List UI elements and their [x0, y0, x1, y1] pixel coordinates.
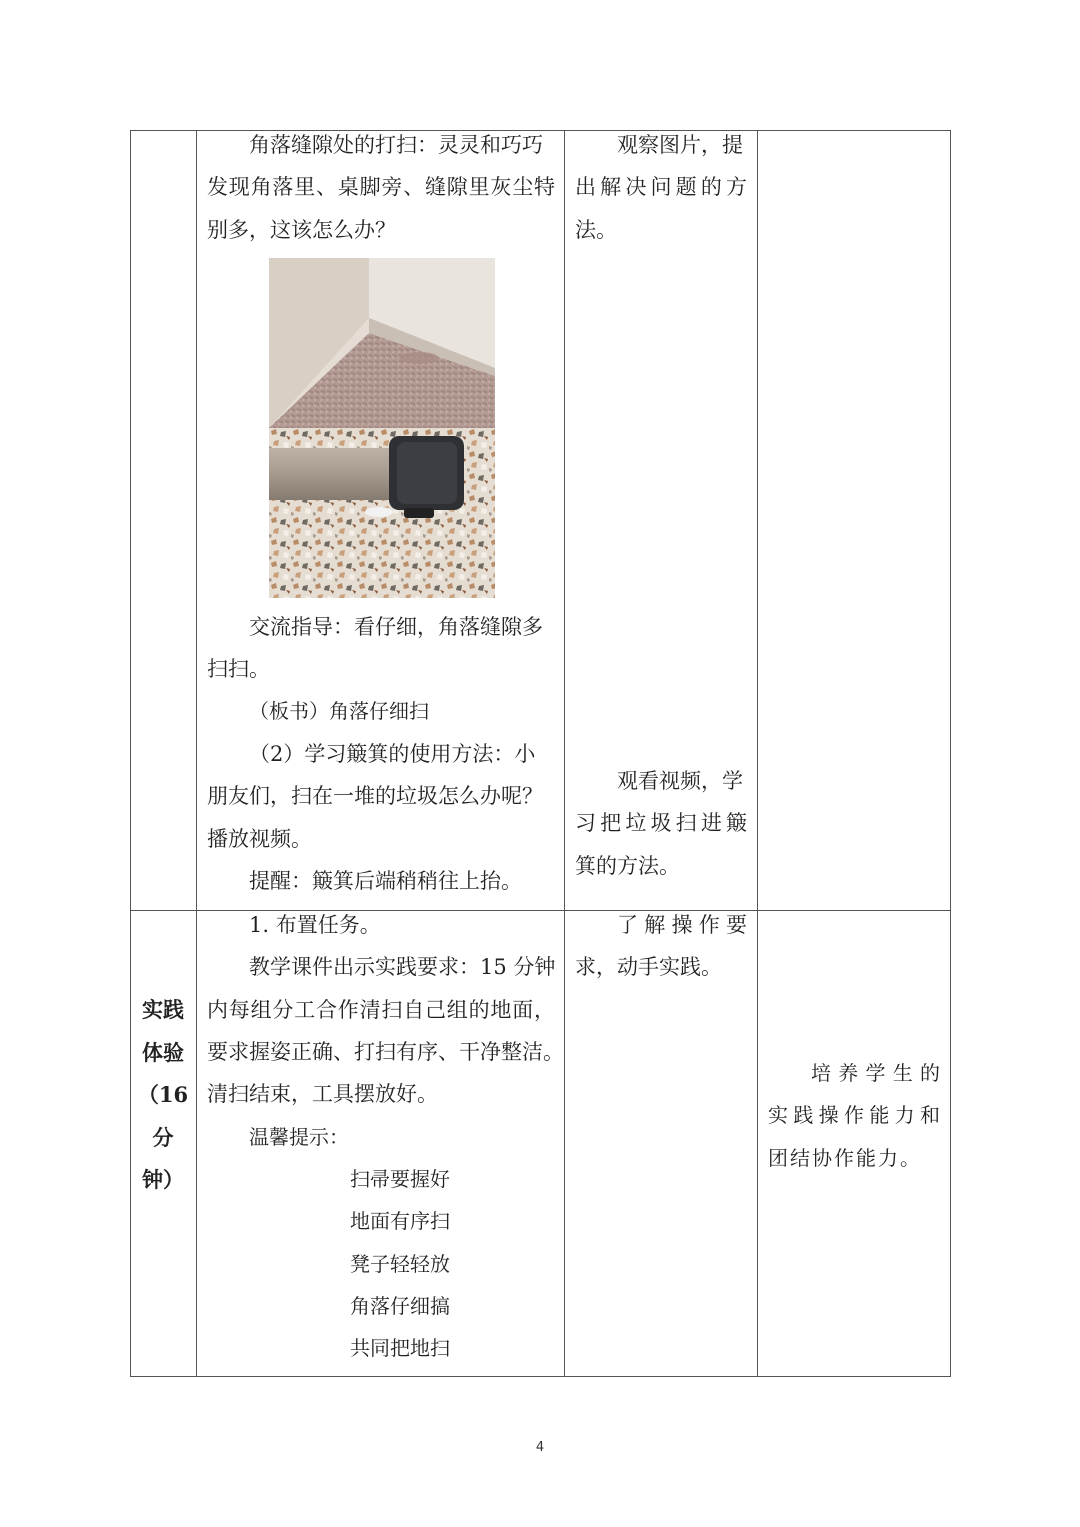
tips-title: 温馨提示：	[249, 1125, 349, 1149]
tip-item: 地面有序扫	[350, 1209, 450, 1233]
table-bottom-border	[130, 1376, 951, 1377]
understand-line-2: 求，动手实践。	[575, 955, 722, 979]
task-line-2: 内每组分工合作清扫自己组的地面，	[207, 998, 555, 1022]
stage-label	[132, 989, 194, 1202]
corner-cleaning-line-3: 别多，这该怎么办？	[207, 218, 396, 242]
dustpan-line-3: 播放视频。	[207, 827, 312, 851]
video-line-2: 习把垃圾扫进簸	[575, 811, 747, 835]
tip-item: 角落仔细搞	[350, 1294, 450, 1318]
stage-label-line: 钟）	[142, 1167, 184, 1192]
task-line-3: 要求握姿正确、打扫有序、干净整洁。	[207, 1040, 564, 1064]
observe-line-2: 出解决问题的方	[575, 175, 747, 199]
page-number: 4	[535, 1440, 545, 1455]
task-line-1: 教学课件出示实践要求：15 分钟	[249, 955, 556, 979]
video-line-1: 观看视频，学	[617, 769, 743, 793]
guide-line-1: 交流指导：看仔细，角落缝隙多	[249, 615, 543, 639]
stage-label-line: 分	[152, 1124, 174, 1150]
stage-label-line: 体验	[142, 1039, 184, 1065]
table-col-divider-3	[757, 130, 758, 1377]
observe-line-1: 观察图片，提	[617, 133, 743, 157]
board-writing: （板书）角落仔细扫	[249, 699, 429, 723]
goal-line-1: 培养学生的	[811, 1061, 940, 1085]
goal-line-3: 团结协作能力。	[768, 1146, 922, 1170]
table-leg-gap-photo	[269, 428, 495, 598]
stage-label-line: （16	[137, 1082, 189, 1107]
table-col-divider-1	[196, 130, 197, 1377]
goal-line-2: 实践操作能力和	[768, 1103, 940, 1127]
corner-dust-photo	[269, 258, 495, 428]
task-title: 1. 布置任务。	[249, 913, 381, 937]
corner-cleaning-line-1: 角落缝隙处的打扫：灵灵和巧巧	[249, 133, 543, 157]
observe-line-3: 法。	[575, 218, 617, 242]
tip-item: 凳子轻轻放	[350, 1252, 450, 1276]
task-line-4: 清扫结束，工具摆放好。	[207, 1082, 438, 1106]
table-left-border	[130, 130, 131, 1377]
tip-item: 共同把地扫	[350, 1336, 450, 1360]
dustpan-line-2: 朋友们，扫在一堆的垃圾怎么办呢？	[207, 784, 543, 808]
understand-line-1: 了解操作要	[617, 913, 747, 937]
corner-cleaning-line-2: 发现角落里、桌脚旁、缝隙里灰尘特	[207, 175, 555, 199]
video-line-3: 箕的方法。	[575, 854, 680, 878]
table-right-border	[950, 130, 951, 1377]
reminder-text: 提醒：簸箕后端稍稍往上抬。	[249, 869, 522, 893]
stage-label-line: 实践	[142, 997, 184, 1022]
table-col-divider-2	[564, 130, 565, 1377]
tip-item: 扫帚要握好	[350, 1167, 450, 1191]
guide-line-2: 扫扫。	[207, 657, 270, 681]
dustpan-line-1: （2）学习簸箕的使用方法：小	[249, 742, 536, 766]
